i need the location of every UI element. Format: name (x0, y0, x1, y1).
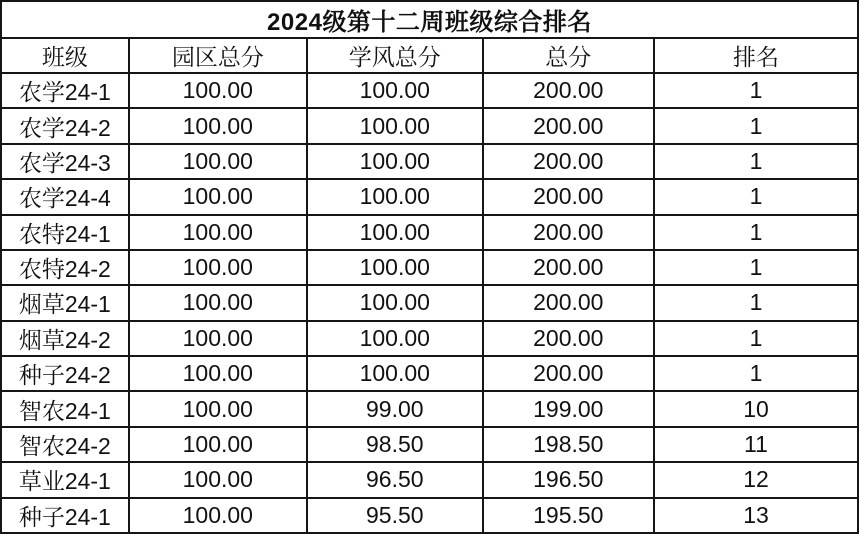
cell-class: 农学24-2 (1, 108, 129, 143)
cell-class: 种子24-1 (1, 498, 129, 534)
cell-rank: 1 (654, 285, 858, 320)
cell-campus-score: 100.00 (129, 498, 307, 534)
cell-campus-score: 100.00 (129, 462, 307, 497)
cell-rank: 13 (654, 498, 858, 534)
cell-class: 智农24-1 (1, 391, 129, 426)
cell-total-score: 200.00 (483, 73, 654, 108)
cell-campus-score: 100.00 (129, 321, 307, 356)
cell-total-score: 198.50 (483, 427, 654, 462)
cell-rank: 12 (654, 462, 858, 497)
table-header-row (1, 38, 858, 73)
table-row (1, 356, 858, 391)
table-row (1, 215, 858, 250)
cell-campus-score: 100.00 (129, 73, 307, 108)
cell-rank: 1 (654, 179, 858, 214)
cell-class: 烟草24-1 (1, 285, 129, 320)
cell-campus-score: 100.00 (129, 144, 307, 179)
cell-rank: 1 (654, 250, 858, 285)
cell-campus-score: 100.00 (129, 427, 307, 462)
cell-campus-score: 100.00 (129, 215, 307, 250)
cell-rank: 1 (654, 215, 858, 250)
column-header-campus-score: 园区总分 (129, 38, 307, 73)
cell-study-score: 96.50 (307, 462, 483, 497)
cell-campus-score: 100.00 (129, 108, 307, 143)
cell-total-score: 200.00 (483, 144, 654, 179)
table-row (1, 498, 858, 534)
cell-total-score: 200.00 (483, 285, 654, 320)
cell-campus-score: 100.00 (129, 285, 307, 320)
cell-study-score: 100.00 (307, 179, 483, 214)
cell-study-score: 100.00 (307, 285, 483, 320)
cell-class: 智农24-2 (1, 427, 129, 462)
cell-campus-score: 100.00 (129, 250, 307, 285)
table-row (1, 391, 858, 426)
table-row (1, 250, 858, 285)
cell-total-score: 200.00 (483, 321, 654, 356)
table-row (1, 285, 858, 320)
cell-campus-score: 100.00 (129, 391, 307, 426)
cell-study-score: 100.00 (307, 215, 483, 250)
cell-campus-score: 100.00 (129, 356, 307, 391)
table-row (1, 144, 858, 179)
column-header-study-score: 学风总分 (307, 38, 483, 73)
table-title: 2024级第十二周班级综合排名 (1, 1, 858, 38)
table-row (1, 321, 858, 356)
cell-study-score: 98.50 (307, 427, 483, 462)
cell-class: 农学24-4 (1, 179, 129, 214)
cell-study-score: 100.00 (307, 73, 483, 108)
cell-class: 农学24-1 (1, 73, 129, 108)
cell-campus-score: 100.00 (129, 179, 307, 214)
cell-total-score: 200.00 (483, 250, 654, 285)
cell-total-score: 200.00 (483, 108, 654, 143)
cell-rank: 10 (654, 391, 858, 426)
cell-rank: 1 (654, 144, 858, 179)
cell-total-score: 200.00 (483, 215, 654, 250)
cell-study-score: 100.00 (307, 321, 483, 356)
cell-study-score: 100.00 (307, 250, 483, 285)
cell-class: 烟草24-2 (1, 321, 129, 356)
cell-rank: 1 (654, 321, 858, 356)
cell-class: 农特24-1 (1, 215, 129, 250)
cell-class: 草业24-1 (1, 462, 129, 497)
cell-total-score: 200.00 (483, 179, 654, 214)
table-row (1, 427, 858, 462)
column-header-class: 班级 (1, 38, 129, 73)
cell-study-score: 99.00 (307, 391, 483, 426)
cell-study-score: 100.00 (307, 108, 483, 143)
table-title-row (1, 1, 858, 38)
cell-total-score: 199.00 (483, 391, 654, 426)
column-header-rank: 排名 (654, 38, 858, 73)
cell-total-score: 195.50 (483, 498, 654, 534)
cell-study-score: 100.00 (307, 356, 483, 391)
cell-rank: 1 (654, 73, 858, 108)
cell-rank: 1 (654, 356, 858, 391)
cell-total-score: 196.50 (483, 462, 654, 497)
cell-class: 农学24-3 (1, 144, 129, 179)
table-row (1, 462, 858, 497)
table-row (1, 73, 858, 108)
column-header-total-score: 总分 (483, 38, 654, 73)
cell-rank: 1 (654, 108, 858, 143)
cell-study-score: 95.50 (307, 498, 483, 534)
table-row (1, 179, 858, 214)
cell-total-score: 200.00 (483, 356, 654, 391)
cell-rank: 11 (654, 427, 858, 462)
table-row (1, 108, 858, 143)
cell-class: 种子24-2 (1, 356, 129, 391)
cell-class: 农特24-2 (1, 250, 129, 285)
cell-study-score: 100.00 (307, 144, 483, 179)
